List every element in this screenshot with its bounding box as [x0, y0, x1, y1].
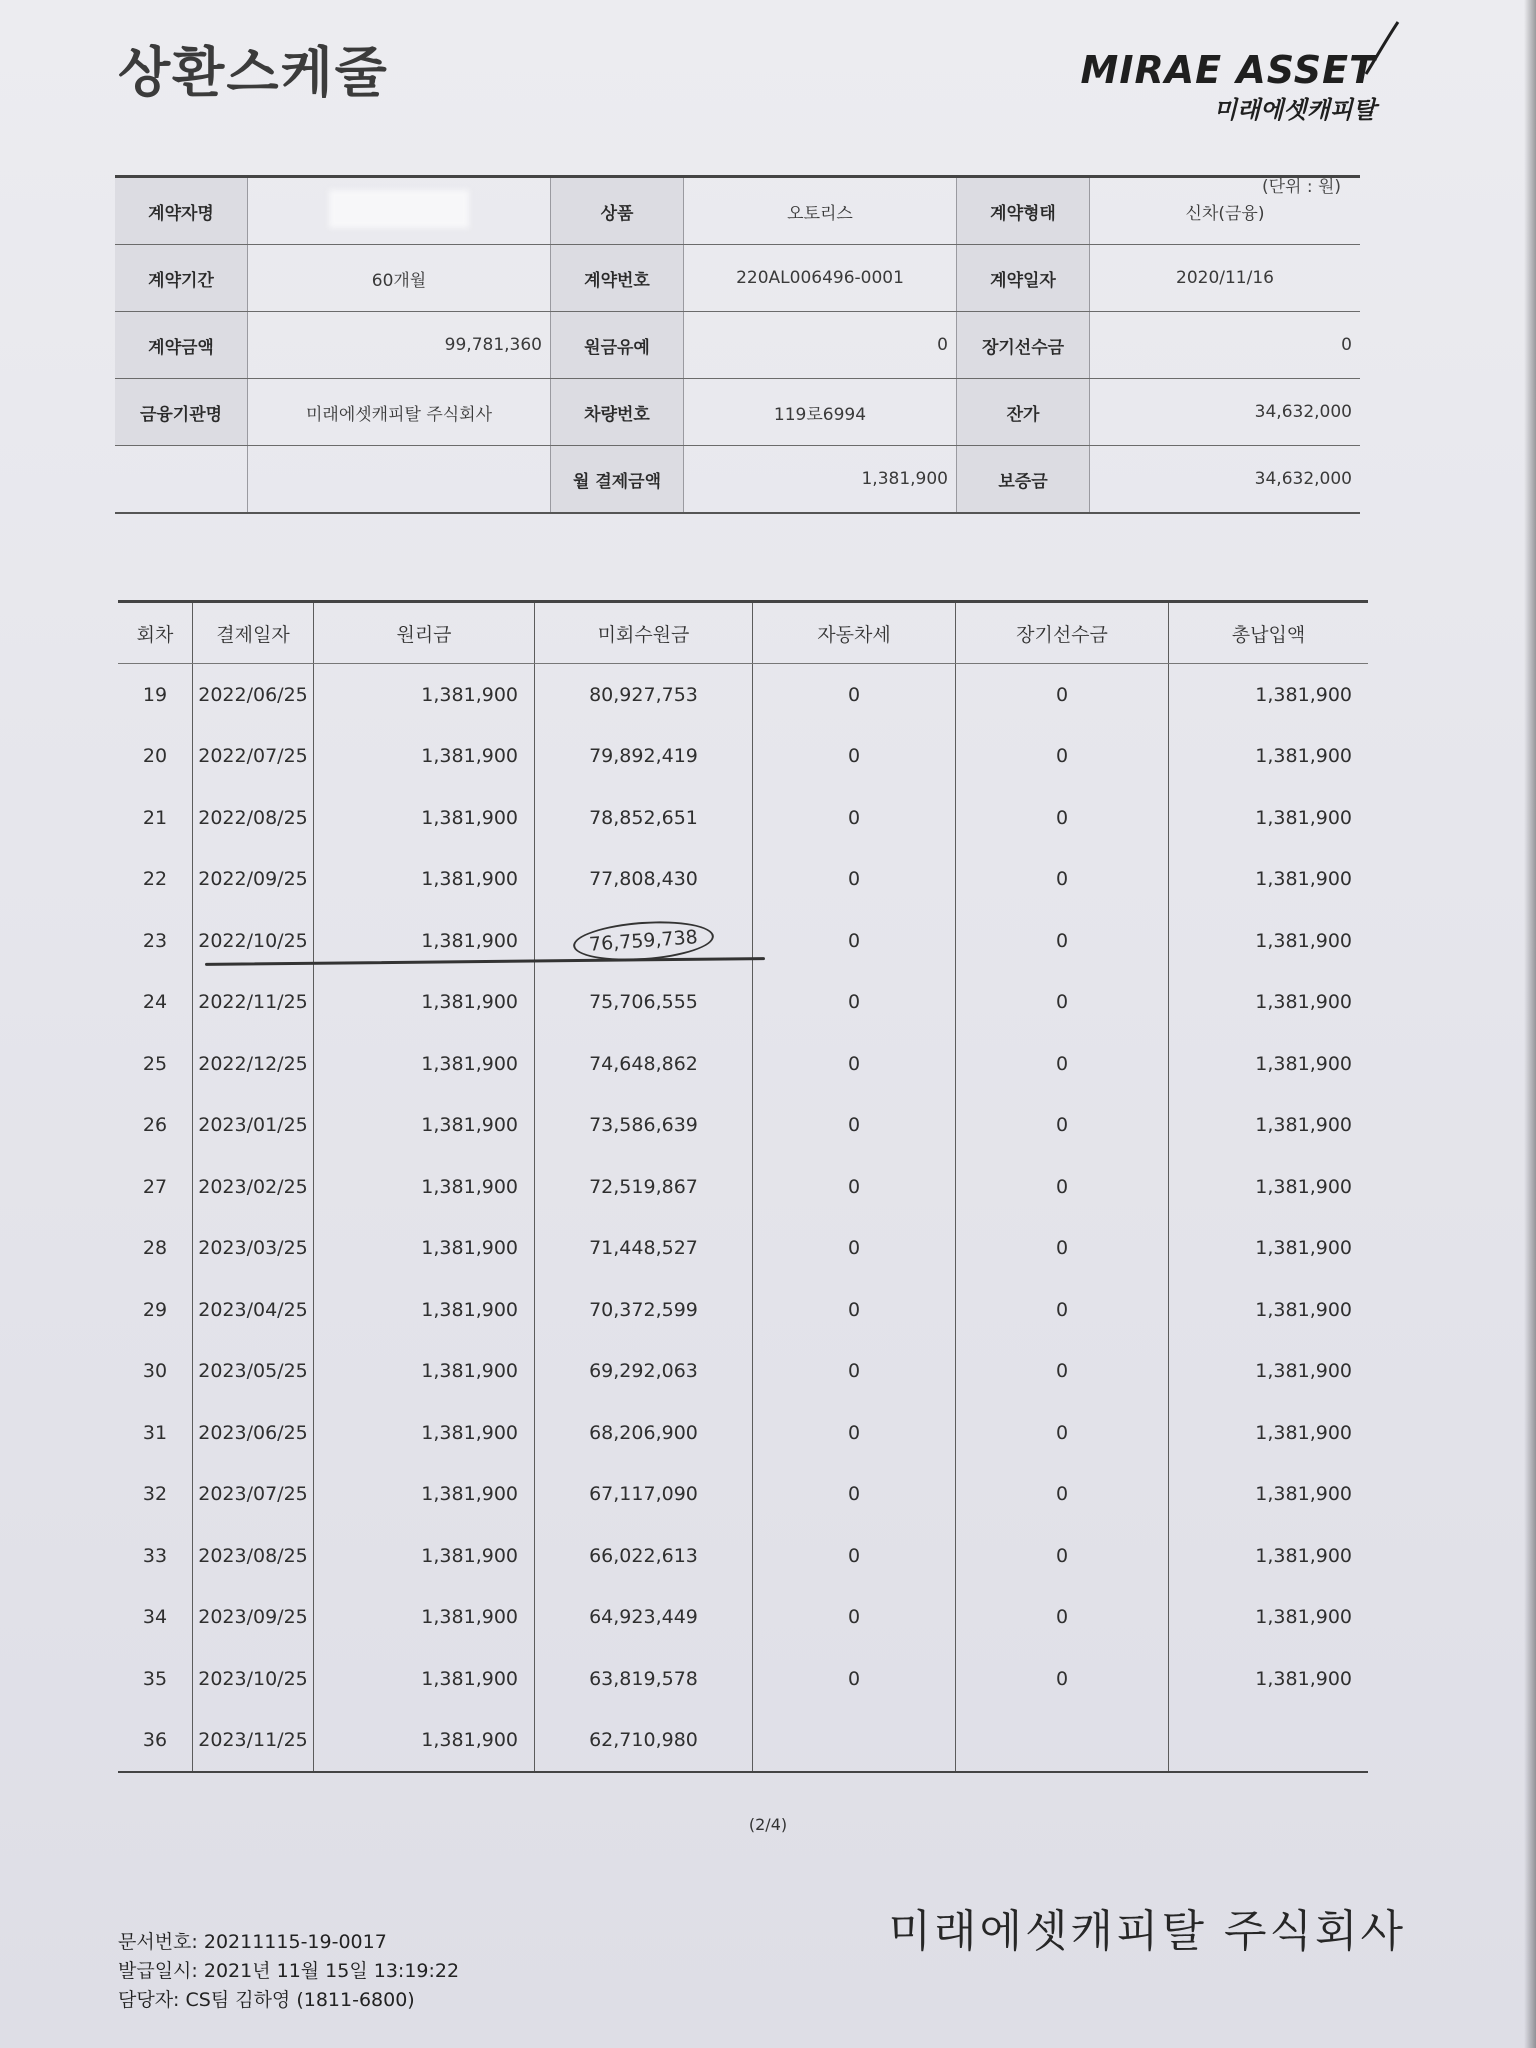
long-term-prepayment: 0 — [956, 849, 1169, 911]
payment-amount: 1,381,900 — [314, 726, 535, 788]
total-payment: 1,381,900 — [1169, 1279, 1369, 1341]
payment-date: 2022/12/25 — [193, 1033, 314, 1095]
vehicle-tax: 0 — [753, 849, 956, 911]
vehicle-tax: 0 — [753, 1464, 956, 1526]
vehicle-tax — [753, 1710, 956, 1773]
payment-amount: 1,381,900 — [314, 1587, 535, 1649]
info-label: 계약형태 — [957, 177, 1090, 245]
payment-date: 2023/10/25 — [193, 1648, 314, 1710]
info-row — [115, 446, 1360, 514]
outstanding-principal — [535, 910, 753, 972]
total-payment — [1169, 1710, 1369, 1773]
info-label: 장기선수금 — [957, 312, 1090, 379]
payment-date: 2023/11/25 — [193, 1710, 314, 1773]
vehicle-tax: 0 — [753, 1648, 956, 1710]
long-term-prepayment: 0 — [956, 1341, 1169, 1403]
info-value: 신차(금융) — [1090, 177, 1361, 245]
vehicle-tax: 0 — [753, 1402, 956, 1464]
long-term-prepayment: 0 — [956, 972, 1169, 1034]
vehicle-tax: 0 — [753, 726, 956, 788]
document-title: 상환스케줄 — [118, 41, 389, 104]
outstanding-principal: 72,519,867 — [535, 1156, 753, 1218]
long-term-prepayment: 0 — [956, 1525, 1169, 1587]
payment-amount: 1,381,900 — [314, 1095, 535, 1157]
vehicle-tax: 0 — [753, 1095, 956, 1157]
outstanding-principal: 71,448,527 — [535, 1218, 753, 1280]
total-payment: 1,381,900 — [1169, 1341, 1369, 1403]
long-term-prepayment: 0 — [956, 1279, 1169, 1341]
redacted-name — [329, 190, 469, 228]
logo-swoosh-icon — [1362, 18, 1402, 78]
outstanding-principal: 68,206,900 — [535, 1402, 753, 1464]
schedule-header-row — [118, 602, 1368, 664]
vehicle-tax: 0 — [753, 1341, 956, 1403]
total-payment: 1,381,900 — [1169, 1033, 1369, 1095]
contract-info-table — [115, 175, 1360, 514]
payment-date: 2023/08/25 — [193, 1525, 314, 1587]
table-row — [118, 1525, 1368, 1587]
installment-no: 34 — [142, 1606, 168, 1629]
long-term-prepayment: 0 — [956, 1402, 1169, 1464]
vehicle-tax: 0 — [753, 1033, 956, 1095]
installment-no: 19 — [142, 683, 168, 706]
total-payment: 1,381,900 — [1169, 1095, 1369, 1157]
total-payment: 1,381,900 — [1169, 1587, 1369, 1649]
long-term-prepayment: 0 — [956, 726, 1169, 788]
payment-amount: 1,381,900 — [314, 1341, 535, 1403]
vehicle-tax: 0 — [753, 787, 956, 849]
payment-date: 2023/01/25 — [193, 1095, 314, 1157]
vehicle-tax: 0 — [753, 1218, 956, 1280]
info-label: 상품 — [551, 177, 684, 245]
installment-no: 30 — [142, 1360, 168, 1383]
payment-date: 2023/05/25 — [193, 1341, 314, 1403]
installment-no: 23 — [142, 929, 168, 952]
contractor-name-value — [248, 177, 551, 245]
table-row — [118, 1587, 1368, 1649]
long-term-prepayment: 0 — [956, 664, 1169, 726]
info-value: 220AL006496-0001 — [684, 245, 957, 312]
column-header: 회차 — [118, 602, 193, 664]
payment-amount: 1,381,900 — [314, 664, 535, 726]
installment-no: 27 — [142, 1175, 168, 1198]
long-term-prepayment: 0 — [956, 1464, 1169, 1526]
payment-amount: 1,381,900 — [314, 1464, 535, 1526]
installment-no: 28 — [142, 1237, 168, 1260]
info-row — [115, 379, 1360, 446]
total-payment: 1,381,900 — [1169, 972, 1369, 1034]
payment-date: 2023/07/25 — [193, 1464, 314, 1526]
vehicle-tax: 0 — [753, 1587, 956, 1649]
long-term-prepayment — [956, 1710, 1169, 1773]
info-row — [115, 177, 1360, 245]
outstanding-principal: 63,819,578 — [535, 1648, 753, 1710]
payment-amount: 1,381,900 — [314, 1402, 535, 1464]
outstanding-principal: 62,710,980 — [535, 1710, 753, 1773]
payment-date: 2022/08/25 — [193, 787, 314, 849]
table-row — [118, 787, 1368, 849]
logo-english: MIRAE ASSET — [1080, 48, 1376, 92]
info-value: 오토리스 — [684, 177, 957, 245]
total-payment: 1,381,900 — [1169, 664, 1369, 726]
payment-date: 2023/04/25 — [193, 1279, 314, 1341]
column-header: 결제일자 — [193, 602, 314, 664]
vehicle-tax: 0 — [753, 910, 956, 972]
payment-date: 2023/02/25 — [193, 1156, 314, 1218]
total-payment: 1,381,900 — [1169, 1156, 1369, 1218]
long-term-prepayment: 0 — [956, 1587, 1169, 1649]
info-value: 34,632,000 — [1090, 379, 1361, 446]
payment-date: 2022/06/25 — [193, 664, 314, 726]
info-value: 60개월 — [248, 245, 551, 312]
info-label: 보증금 — [957, 446, 1090, 514]
outstanding-principal: 74,648,862 — [535, 1033, 753, 1095]
total-payment: 1,381,900 — [1169, 910, 1369, 972]
info-label: 계약기간 — [115, 245, 248, 312]
long-term-prepayment: 0 — [956, 1156, 1169, 1218]
outstanding-principal: 75,706,555 — [535, 972, 753, 1034]
info-value: 34,632,000 — [1090, 446, 1361, 514]
footer-company-name: 미래에셋캐피탈 주식회사 — [888, 1906, 1406, 1957]
info-label: 계약금액 — [115, 312, 248, 379]
outstanding-principal: 77,808,430 — [535, 849, 753, 911]
payment-amount: 1,381,900 — [314, 1525, 535, 1587]
column-header: 미회수원금 — [535, 602, 753, 664]
payment-amount: 1,381,900 — [314, 787, 535, 849]
payment-amount: 1,381,900 — [314, 1033, 535, 1095]
installment-no: 25 — [142, 1052, 168, 1075]
payment-amount: 1,381,900 — [314, 1218, 535, 1280]
schedule-body — [118, 664, 1368, 1773]
outstanding-principal: 66,022,613 — [535, 1525, 753, 1587]
long-term-prepayment: 0 — [956, 1648, 1169, 1710]
outstanding-principal: 70,372,599 — [535, 1279, 753, 1341]
long-term-prepayment: 0 — [956, 1218, 1169, 1280]
total-payment: 1,381,900 — [1169, 1402, 1369, 1464]
document-meta — [118, 1928, 459, 2015]
table-row — [118, 726, 1368, 788]
installment-no: 26 — [142, 1114, 168, 1137]
vehicle-tax: 0 — [753, 1525, 956, 1587]
installment-no: 24 — [142, 991, 168, 1014]
outstanding-principal: 80,927,753 — [535, 664, 753, 726]
table-row — [118, 1648, 1368, 1710]
total-payment: 1,381,900 — [1169, 787, 1369, 849]
payment-amount: 1,381,900 — [314, 1710, 535, 1773]
logo-korean: 미래에셋캐피탈 — [1213, 96, 1376, 124]
info-label: 원금유예 — [551, 312, 684, 379]
installment-no: 36 — [118, 1710, 193, 1773]
payment-amount: 1,381,900 — [314, 1648, 535, 1710]
info-label: 계약자명 — [115, 177, 248, 245]
payment-amount: 1,381,900 — [314, 972, 535, 1034]
column-header: 총납입액 — [1169, 602, 1369, 664]
total-payment: 1,381,900 — [1169, 726, 1369, 788]
info-label: 잔가 — [957, 379, 1090, 446]
page-indicator: (2/4) — [748, 1815, 788, 1834]
info-value: 0 — [684, 312, 957, 379]
total-payment: 1,381,900 — [1169, 1218, 1369, 1280]
outstanding-principal: 78,852,651 — [535, 787, 753, 849]
table-row — [118, 1402, 1368, 1464]
info-row — [115, 312, 1360, 379]
info-value: 2020/11/16 — [1090, 245, 1361, 312]
info-label: 금융기관명 — [115, 379, 248, 446]
document-number: 문서번호: 20211115-19-0017 — [118, 1931, 387, 1953]
vehicle-tax: 0 — [753, 664, 956, 726]
issue-datetime: 발급일시: 2021년 11월 15일 13:19:22 — [118, 1960, 460, 1982]
info-label: 월 결제금액 — [551, 446, 684, 514]
long-term-prepayment: 0 — [956, 1033, 1169, 1095]
vehicle-tax: 0 — [753, 1156, 956, 1218]
table-row — [118, 1095, 1368, 1157]
info-label: 계약일자 — [957, 245, 1090, 312]
installment-no: 20 — [142, 745, 168, 768]
column-header: 자동차세 — [753, 602, 956, 664]
repayment-schedule-table — [118, 600, 1368, 1773]
payment-date: 2022/07/25 — [193, 726, 314, 788]
info-row — [115, 245, 1360, 312]
payment-amount: 1,381,900 — [314, 1156, 535, 1218]
payment-date: 2022/11/25 — [193, 972, 314, 1034]
info-value — [248, 446, 551, 514]
total-payment: 1,381,900 — [1169, 1525, 1369, 1587]
total-payment: 1,381,900 — [1169, 1648, 1369, 1710]
vehicle-tax: 0 — [753, 1279, 956, 1341]
long-term-prepayment: 0 — [956, 787, 1169, 849]
table-row — [118, 664, 1368, 726]
long-term-prepayment: 0 — [956, 1095, 1169, 1157]
circled-amount: 76,759,738 — [572, 917, 715, 965]
info-label — [115, 446, 248, 514]
payment-date: 2022/09/25 — [193, 849, 314, 911]
installment-no: 21 — [142, 806, 168, 829]
installment-no: 22 — [142, 868, 168, 891]
installment-no: 29 — [142, 1298, 168, 1321]
info-value: 미래에셋캐피탈 주식회사 — [248, 379, 551, 446]
info-value: 0 — [1090, 312, 1361, 379]
table-row — [118, 1218, 1368, 1280]
payment-date: 2023/03/25 — [193, 1218, 314, 1280]
installment-no: 35 — [142, 1667, 168, 1690]
table-row — [118, 1156, 1368, 1218]
company-logo — [1081, 48, 1376, 125]
contact-person: 담당자: CS팀 김하영 (1811-6800) — [118, 1989, 415, 2011]
vehicle-tax: 0 — [753, 972, 956, 1034]
table-row — [118, 849, 1368, 911]
column-header: 장기선수금 — [956, 602, 1169, 664]
outstanding-principal: 69,292,063 — [535, 1341, 753, 1403]
payment-amount: 1,381,900 — [314, 1279, 535, 1341]
payment-date: 2023/06/25 — [193, 1402, 314, 1464]
installment-no: 31 — [142, 1421, 168, 1444]
unit-note: (단위 : 원) — [1262, 177, 1342, 197]
table-row — [118, 1710, 1368, 1773]
table-row — [118, 1464, 1368, 1526]
payment-date: 2022/10/25 — [193, 910, 314, 972]
info-value: 119로6994 — [684, 379, 957, 446]
column-header: 원리금 — [314, 602, 535, 664]
info-label: 계약번호 — [551, 245, 684, 312]
payment-amount: 1,381,900 — [314, 849, 535, 911]
outstanding-principal: 73,586,639 — [535, 1095, 753, 1157]
payment-date: 2023/09/25 — [193, 1587, 314, 1649]
installment-no: 32 — [142, 1483, 168, 1506]
info-value: 99,781,360 — [248, 312, 551, 379]
outstanding-principal: 67,117,090 — [535, 1464, 753, 1526]
table-row — [118, 1279, 1368, 1341]
outstanding-principal: 79,892,419 — [535, 726, 753, 788]
total-payment: 1,381,900 — [1169, 849, 1369, 911]
info-value: 1,381,900 — [684, 446, 957, 514]
table-row — [118, 1033, 1368, 1095]
info-label: 차량번호 — [551, 379, 684, 446]
payment-amount: 1,381,900 — [314, 910, 535, 972]
installment-no: 33 — [142, 1544, 168, 1567]
total-payment: 1,381,900 — [1169, 1464, 1369, 1526]
table-row — [118, 1341, 1368, 1403]
long-term-prepayment: 0 — [956, 910, 1169, 972]
outstanding-principal: 64,923,449 — [535, 1587, 753, 1649]
table-row — [118, 972, 1368, 1034]
